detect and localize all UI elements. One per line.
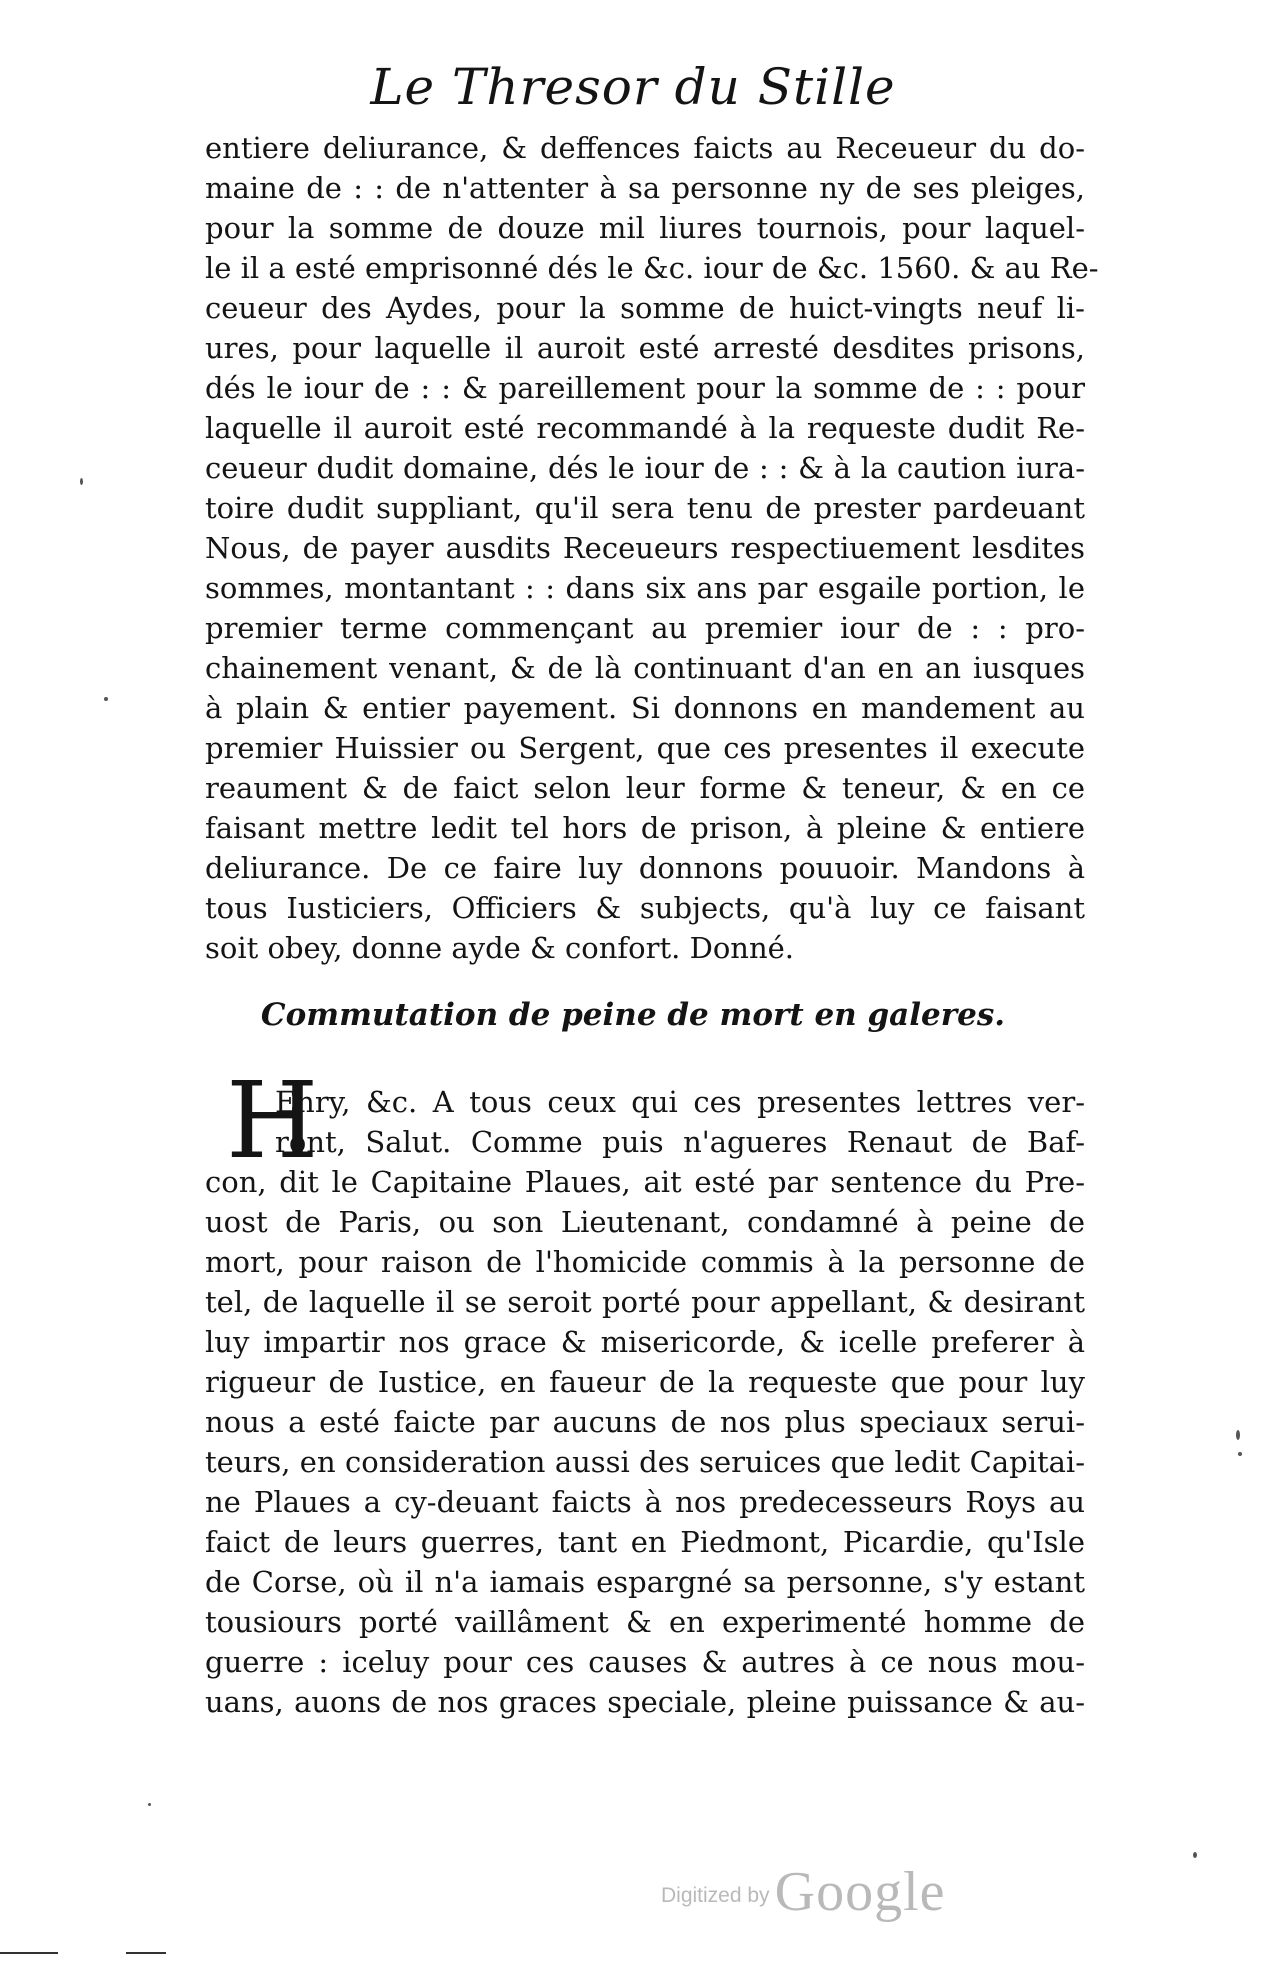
scan-speck — [148, 1803, 151, 1806]
text-line: pour la somme de douze mil liures tournois, pour laquel- — [205, 211, 1085, 245]
scan-speck — [1238, 1452, 1242, 1456]
text-line: premier terme commençant au premier iour de : : pro- — [205, 611, 1085, 645]
text-line: entiere deliurance, & deffences faicts au Receueur du do- — [205, 131, 1085, 165]
scan-speck — [104, 697, 108, 701]
text-line: le il a esté emprisonné dés le &c. iour de &c. 1560. & au Re- — [205, 251, 1099, 285]
body-text-block — [205, 128, 1099, 968]
text-line: tel, de laquelle il se seroit porté pour appellant, & desirant — [205, 1285, 1085, 1319]
text-line: uans, auons de nos graces speciale, pleine puissance & au- — [205, 1685, 1085, 1719]
text-line: maine de : : de n'attenter à sa personne ny de ses pleiges, — [205, 171, 1085, 205]
text-line: Enry, &c. A tous ceux qui ces presentes lettres ver- — [275, 1085, 1085, 1119]
section-text-block — [205, 1082, 1085, 1722]
text-line: ures, pour laquelle il auroit esté arresté desdites prisons, — [205, 331, 1085, 365]
text-line: nous a esté faicte par aucuns de nos plus speciaux serui- — [205, 1405, 1085, 1439]
text-line: ront, Salut. Comme puis n'agueres Renaut de Baf- — [275, 1125, 1085, 1159]
text-line: à plain & entier payement. Si donnons en mandement au — [205, 691, 1085, 725]
text-line: dés le iour de : : & pareillement pour la somme de : : pour — [205, 371, 1085, 405]
scan-speck — [1236, 1430, 1240, 1440]
text-line: guerre : iceluy pour ces causes & autres à ce nous mou- — [205, 1645, 1085, 1679]
text-line: mort, pour raison de l'homicide commis à la personne de — [205, 1245, 1085, 1279]
watermark-prefix: Digitized by — [661, 1884, 770, 1907]
text-line: premier Huissier ou Sergent, que ces presentes il execute — [205, 731, 1085, 765]
scan-edge-rule — [0, 1952, 58, 1954]
text-line: deliurance. De ce faire luy donnons pouuoir. Mandons à — [205, 851, 1085, 885]
text-line: ne Plaues a cy-deuant faicts à nos predecesseurs Roys au — [205, 1485, 1085, 1519]
text-line: faict de leurs guerres, tant en Piedmont, Picardie, qu'Isle — [205, 1525, 1085, 1559]
scan-speck — [1193, 1852, 1197, 1858]
text-line: rigueur de Iustice, en faueur de la requeste que pour luy — [205, 1365, 1085, 1399]
text-line: soit obey, donne ayde & confort. Donné. — [205, 931, 795, 965]
text-line: toire dudit suppliant, qu'il sera tenu de prester pardeuant — [205, 491, 1085, 525]
text-line: ceueur des Aydes, pour la somme de huict-vingts neuf li- — [205, 291, 1085, 325]
text-line: sommes, montantant : : dans six ans par esgaile portion, le — [205, 571, 1085, 605]
watermark-brand: Google — [774, 1861, 946, 1923]
text-line: chainement venant, & de là continuant d'an en an iusques — [205, 651, 1085, 685]
text-line: Nous, de payer ausdits Receueurs respectiuement lesdites — [205, 531, 1085, 565]
text-line: tous Iusticiers, Officiers & subjects, qu'à luy ce faisant — [205, 891, 1085, 925]
text-line: laquelle il auroit esté recommandé à la requeste dudit Re- — [205, 411, 1085, 445]
text-line: teurs, en consideration aussi des seruices que ledit Capitai- — [205, 1445, 1085, 1479]
digitized-watermark — [661, 1860, 946, 1924]
text-line: faisant mettre ledit tel hors de prison, à pleine & entiere — [205, 811, 1085, 845]
scan-speck — [80, 478, 83, 485]
running-head: Le Thresor du Stille — [370, 58, 896, 116]
text-line: reaument & de faict selon leur forme & teneur, & en ce — [205, 771, 1085, 805]
text-line: con, dit le Capitaine Plaues, ait esté par sentence du Pre- — [205, 1165, 1085, 1199]
section-heading: Commutation de peine de mort en galeres. — [260, 997, 1006, 1033]
text-line: ceueur dudit domaine, dés le iour de : : & à la caution iura- — [205, 451, 1085, 485]
text-line: de Corse, où il n'a iamais espargné sa personne, s'y estant — [205, 1565, 1085, 1599]
text-line: luy impartir nos grace & misericorde, & icelle preferer à — [205, 1325, 1085, 1359]
text-line: tousiours porté vaillâment & en experimenté homme de — [205, 1605, 1085, 1639]
text-line: uost de Paris, ou son Lieutenant, condamné à peine de — [205, 1205, 1085, 1239]
scan-edge-rule — [126, 1952, 166, 1954]
drop-cap: H — [226, 1059, 319, 1182]
